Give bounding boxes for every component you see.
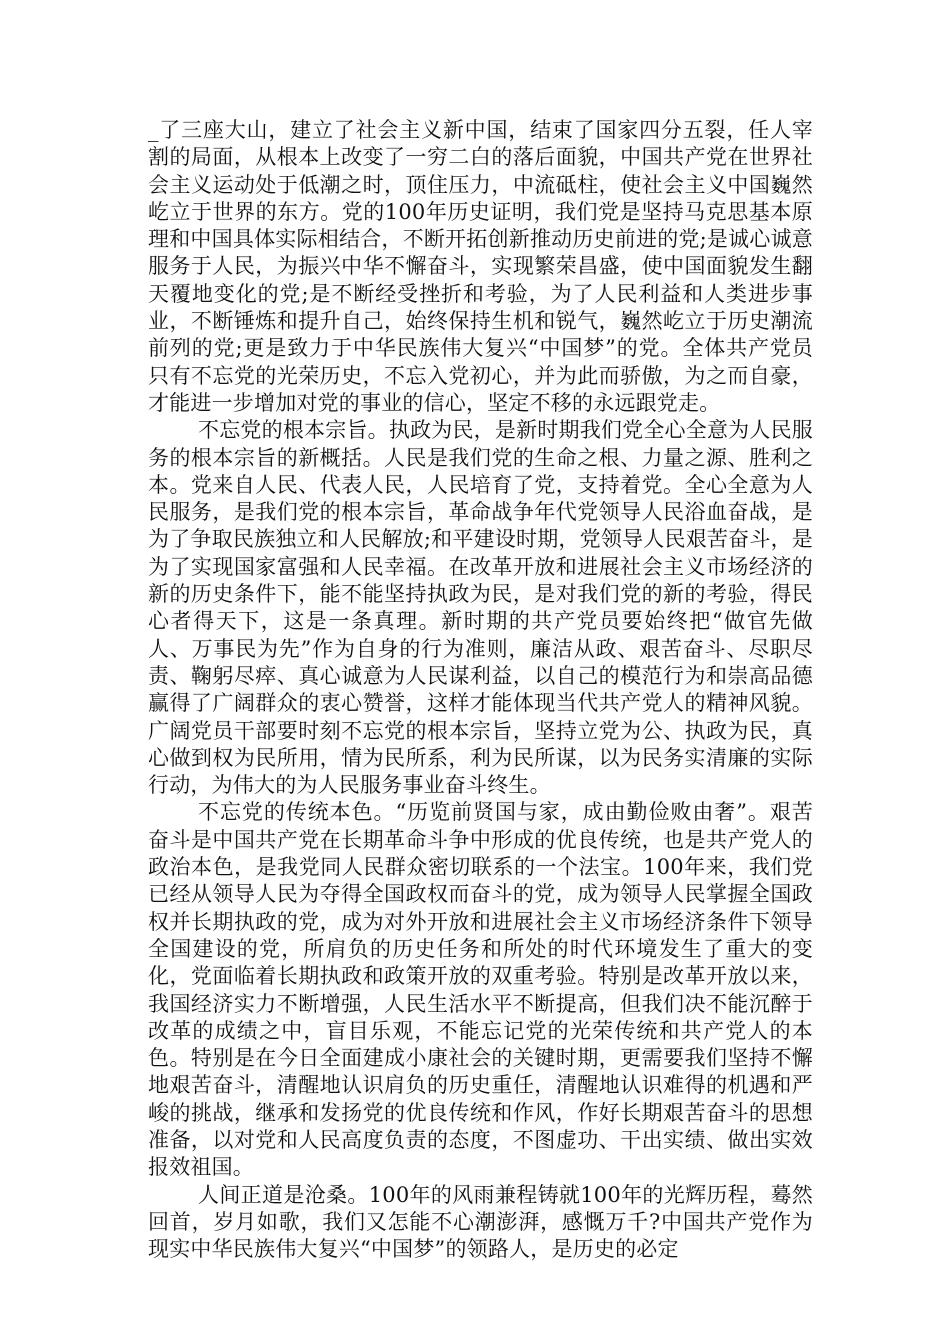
body-text: [148, 117, 813, 1263]
paragraph-3: 不忘党的传统本色。“历览前贤国与家，成由勤俭败由奢”。艰苦奋斗是中国共产党在长期革命斗争中形成的优良传统，也是共产党人的政治本色，是我党同人民群众密切联系的一个法宝。100年来，我们党已经从领导人民为夺得全国政权而奋斗的党，成为领导人民掌握全国政权并长期执政的党，成为对外开放和进展社会主义市场经济条件下领导全国建设的党，所肩负的历史任务和所处的时代环境发生了重大的变化，党面临着长期执政和政策开放的双重考验。特别是改革开放以来，我国经济实力不断增强，人民生活水平不断提高，但我们决不能沉醉于改革的成绩之中，盲目乐观，不能忘记党的光荣传统和共产党人的本色。特别是在今日全面建成小康社会的关键时期，更需要我们坚持不懈地艰苦奋斗，清醒地认识肩负的历史重任，清醒地认识难得的机遇和严峻的挑战，继承和发扬党的优良传统和作风，作好长期艰苦奋斗的思想准备，以对党和人民高度负责的态度，不图虚功、干出实绩、做出实效报效祖国。: [148, 800, 813, 1180]
paragraph-1: _了三座大山，建立了社会主义新中国，结束了国家四分五裂，任人宰割的局面，从根本上改变了一穷二白的落后面貌，中国共产党在世界社会主义运动处于低潮之时，顶住压力，中流砥柱，使社会主义中国巍然屹立于世界的东方。党的100年历史证明，我们党是坚持马克思基本原理和中国具体实际相结合，不断开拓创新推动历史前进的党;是诚心诚意服务于人民，为振兴中华不懈奋斗，实现繁荣昌盛，使中国面貌发生翻天覆地变化的党;是不断经受挫折和考验，为了人民利益和人类进步事业，不断锤炼和提升自己，始终保持生机和锐气，巍然屹立于历史潮流前列的党;更是致力于中华民族伟大复兴“中国梦”的党。全体共产党员只有不忘党的光荣历史，不忘入党初心，并为此而骄傲，为之而自豪，才能进一步增加对党的事业的信心，坚定不移的永远跟党走。: [148, 118, 813, 415]
paragraph-2: 不忘党的根本宗旨。执政为民，是新时期我们党全心全意为人民服务的根本宗旨的新概括。人民是我们党的生命之根、力量之源、胜利之本。党来自人民、代表人民，人民培育了党，支持着党。全心全意为人民服务，是我们党的根本宗旨，革命战争年代党领导人民浴血奋战，是为了争取民族独立和人民解放;和平建设时期，党领导人民艰苦奋斗，是为了实现国家富强和人民幸福。在改革开放和进展社会主义市场经济的新的历史条件下，能不能坚持执政为民，是对我们党的新的考验，得民心者得天下，这是一条真理。新时期的共产党员要始终把“做官先做人、万事民为先”作为自身的行为准则，廉洁从政、艰苦奋斗、尽职尽责、鞠躬尽瘁、真心诚意为人民谋利益，以自己的模范行为和崇高品德赢得了广阔群众的衷心赞誉，这样才能体现当代共产党人的精神风貌。广阔党员干部要时刻不忘党的根本宗旨，坚持立党为公、执政为民，真心做到权为民所用，情为民所系，利为民所谋，以为民务实清廉的实际行动，为伟大的为人民服务事业奋斗终生。: [148, 418, 813, 798]
paragraph-4: 人间正道是沧桑。100年的风雨兼程铸就100年的光辉历程，蓦然回首，岁月如歌，我们又怎能不心潮澎湃，感慨万千?中国共产党作为现实中华民族伟大复兴“中国梦”的领路人，是历史的必定: [148, 1182, 813, 1262]
